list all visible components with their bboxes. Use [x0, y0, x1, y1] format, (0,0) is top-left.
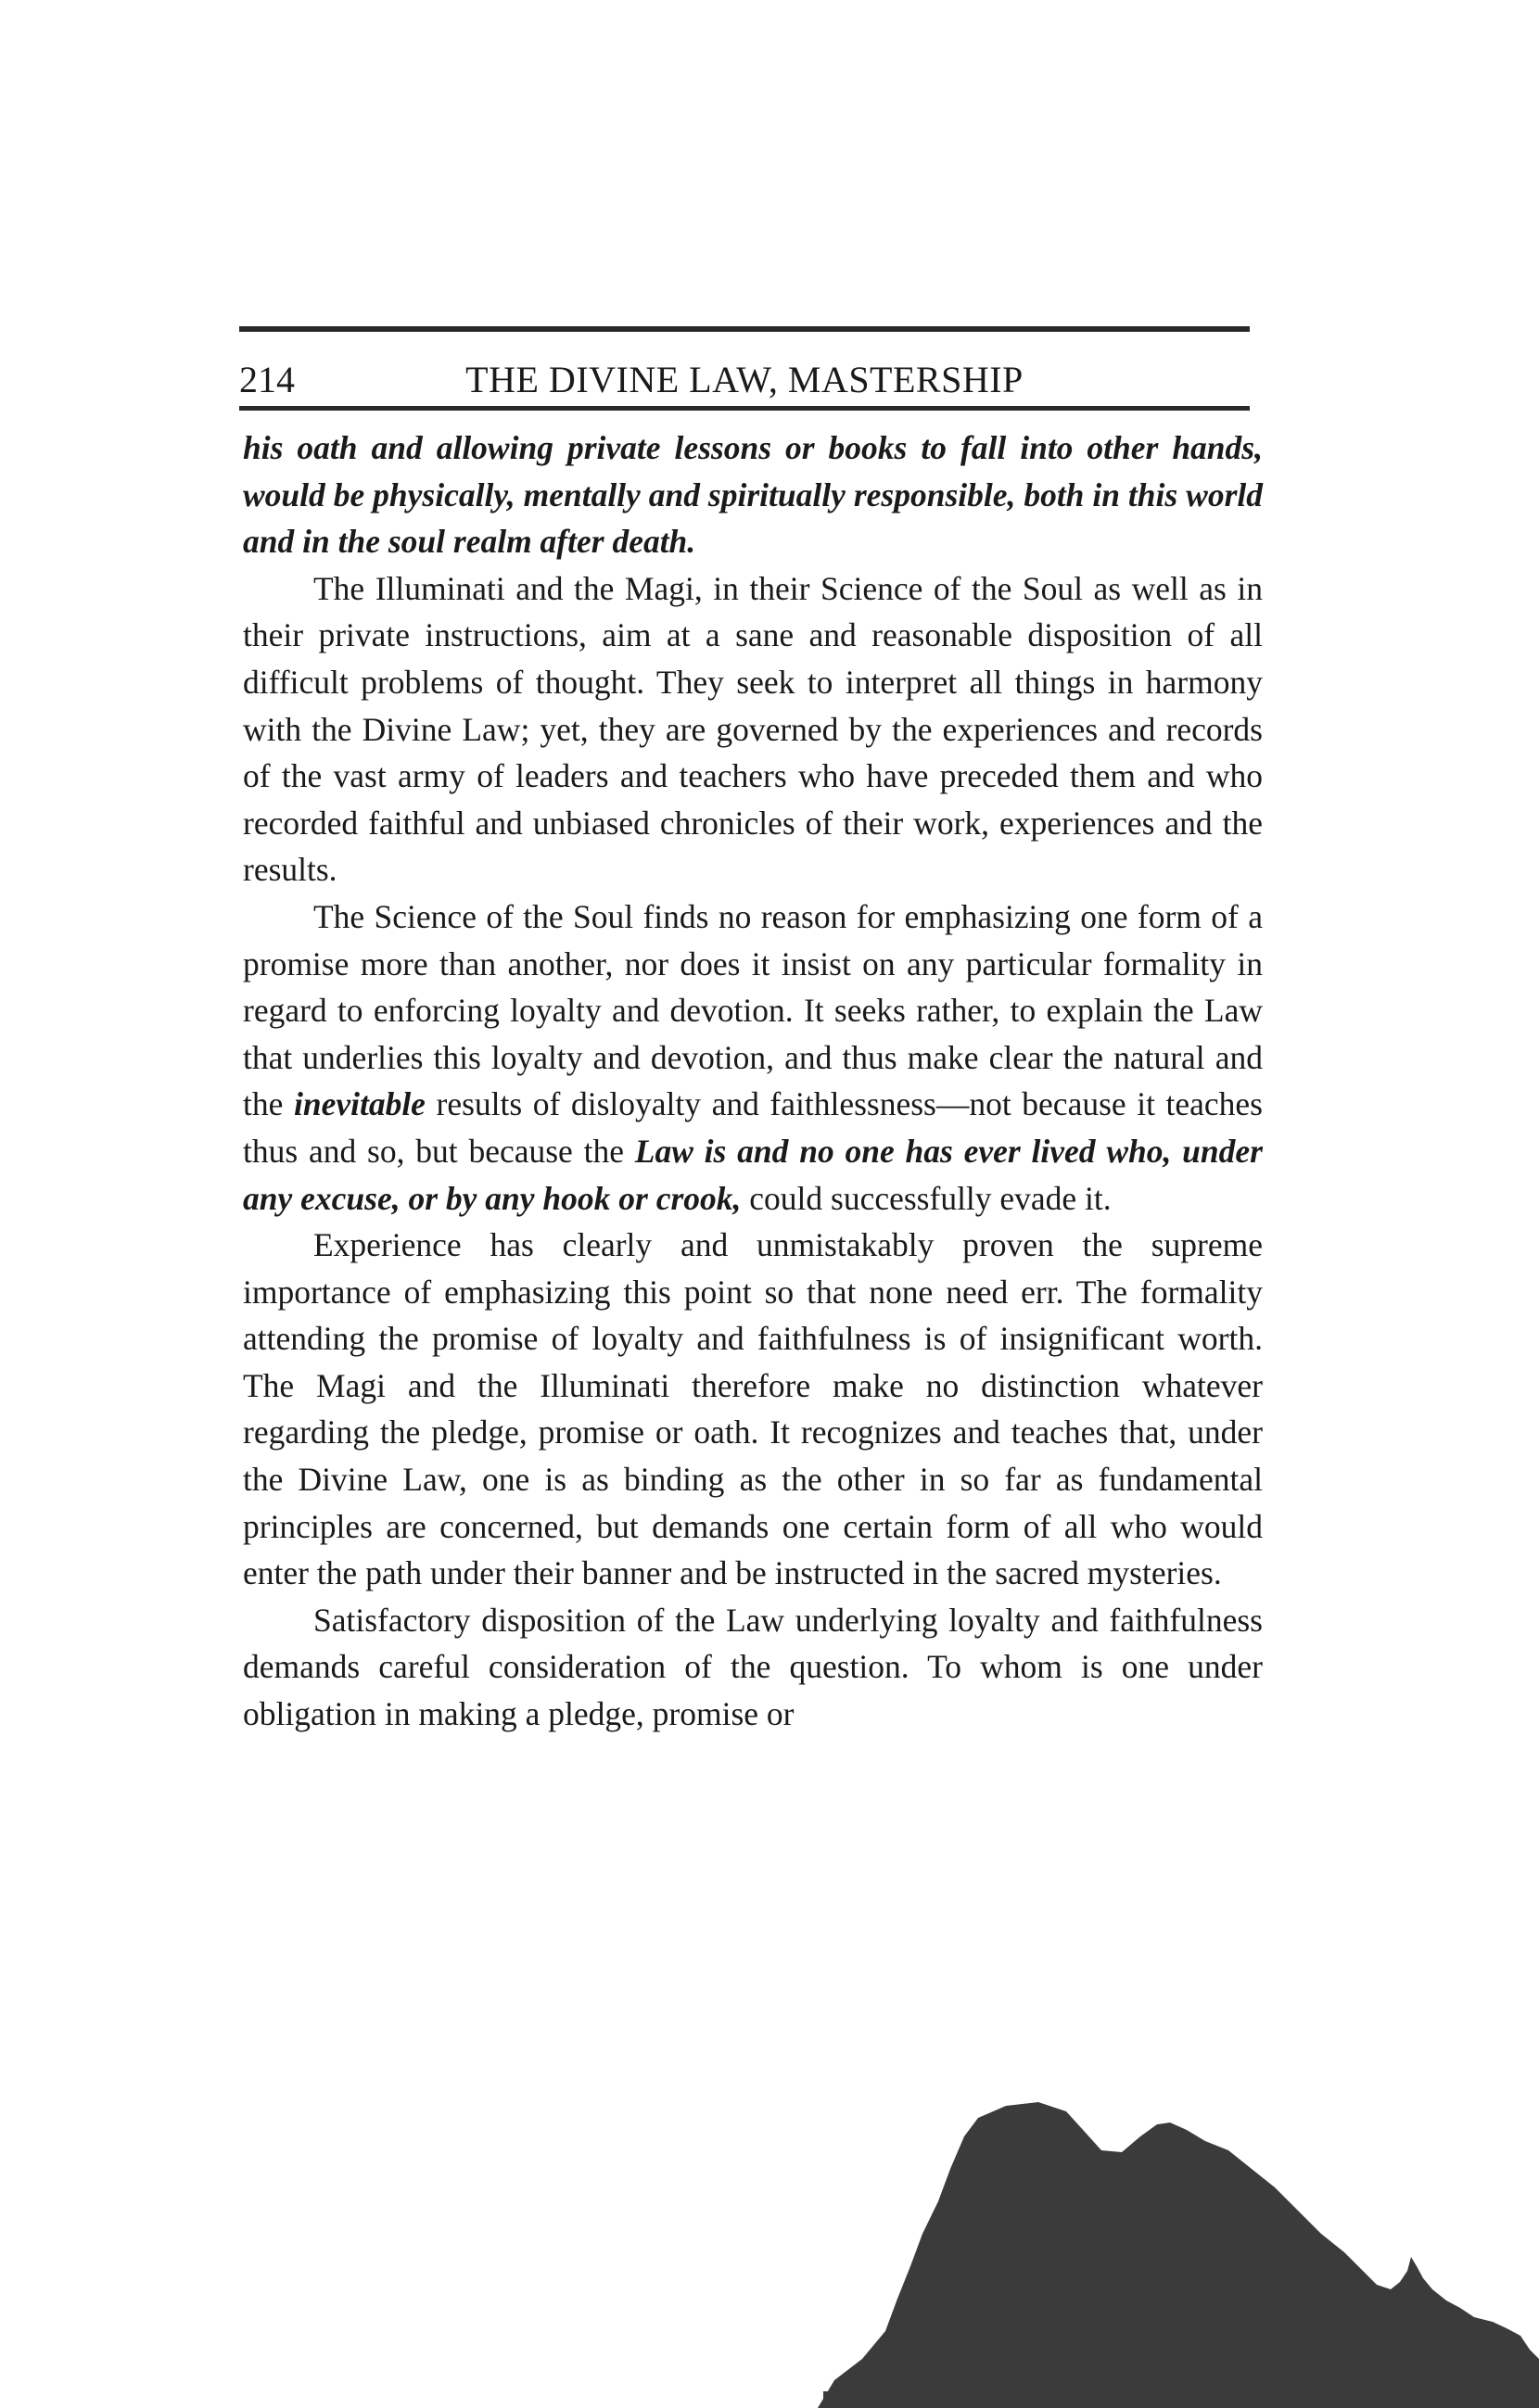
paragraph-text: could successfully evade it.	[741, 1179, 1112, 1217]
page-number: 214	[239, 359, 295, 400]
paragraph-text: Satisfactory disposition of the Law underlying loyalty and faithfulness demands careful consideration of the question. To whom is one under obligation in making a pledge, promise or	[243, 1601, 1263, 1733]
scan-blot-path	[818, 2102, 1539, 2408]
paragraph-text: The Illuminati and the Magi, in their Science of the Soul as well as in their private instructions, aim at a sane and reasonable disposition of all difficult problems of thought. They seek to interpret all things in harmony with the Divine Law; yet, they are governed by the experiences and records of the vast army of leaders and teachers who have preceded them and who recorded faithful and unbiased chronicles of their work, experiences and the results.	[243, 569, 1263, 889]
scan-blot-speck	[823, 2391, 836, 2408]
running-head: THE DIVINE LAW, MASTERSHIP	[465, 359, 1024, 400]
emphasized-text: inevitable	[293, 1085, 426, 1123]
emphasized-text: Law is and no one has ever lived who, under any excuse, or by any hook or crook,	[243, 1132, 1263, 1217]
paragraph-text: Experience has clearly and unmistakably proven the supreme importance of emphasizing this point so that none need err. The formality attending the promise of loyalty and faithfulness is of insignificant worth. The Magi and the Illuminati therefore make no distinction whatever regarding the pledge, promise or oath. It recognizes and teaches that, under the Divine Law, one is as binding as the other in so far as fundamental principles are concerned, but demands one certain form of all who would enter the path under their banner and be instructed in the sacred mysteries.	[243, 1226, 1263, 1592]
paragraph-text: The Science of the Soul finds no reason for emphasizing one form of a promise more than another, nor does it insist on any particular formality in regard to enforcing loyalty and devotion. It seeks rather, to explain the Law that underlies this loyalty and devotion, and thus make clear the natural and the	[243, 897, 1263, 1123]
paragraph-text: results of disloyalty and faithlessness—not because it teaches thus and so, but because the	[243, 1085, 1263, 1170]
emphasized-text: his oath and allowing private lessons or books to fall into other hands, would be physically, mentally and spiritually responsible, both in this world and in the soul realm after death.	[243, 429, 1263, 561]
